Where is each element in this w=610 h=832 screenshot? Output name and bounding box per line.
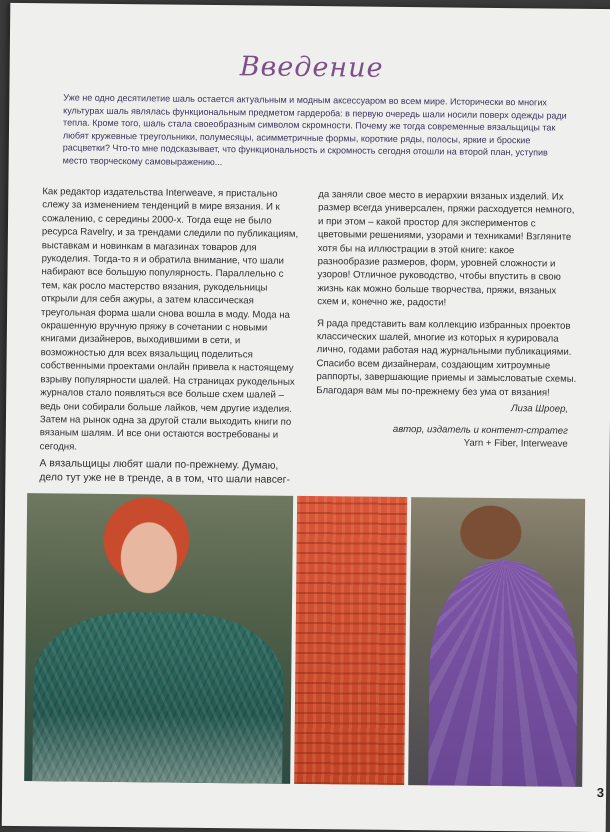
author-signature xyxy=(393,401,568,452)
intro-paragraph: Уже не одно десятилетие шаль остается актуальным и модным аксессуаром во всем мире. Исторически во многих культурах шаль являлась функциональным предметом гардероба: в первую очередь шали носили поверх одежды ради тепла. Кроме того, шаль стала своеобразным символом скромности. Почему же тогда современные вязальщицы так любят кружевные треугольники, полумесяцы, асимметричные формы, короткие ряды, полосы, яркие и броские расцветки? Что-то мне подсказывает, что функциональность и скромность сегодня отошли на второй план, уступив место творческому самовыражению... xyxy=(62,92,567,168)
left-column xyxy=(39,185,302,488)
photo-orange-knit-closeup xyxy=(294,496,407,785)
right-column-body-2: Я рада представить вам коллекцию избранных проектов классических шалей, многие из которых я курировала лично, годами работая над журнальными публикациями. Спасибо всем дизайнерам, создающим хитроумные раппорты, завершающие приемы и замысловатые схемы. Благодаря вам мы по-прежнему без ума от вязания! xyxy=(316,317,577,399)
right-column xyxy=(316,188,578,400)
author-role: автор, издатель и контент-стратег xyxy=(392,423,568,437)
author-name: Лиза Шроер, xyxy=(510,403,569,415)
book-page xyxy=(2,3,610,832)
photo-purple-shawl-back xyxy=(408,497,585,787)
left-column-tail: А вязальщицы любят шали по-прежнему. Думаю, дело тут уже не в тренде, а в том, что шали навсег- xyxy=(39,458,291,487)
author-company: Yarn + Fiber, Interweave xyxy=(463,437,568,450)
photo-green-shawl-model xyxy=(24,493,293,784)
page-heading: Введение xyxy=(239,51,384,84)
page-number: 3 xyxy=(596,785,605,801)
right-column-body: да заняли свое место в иерархии вязаных изделий. Их размер всегда универсален, пряжи расходуется немного, и при этом – какой простор для экспериментов с цветовыми решениями, узорами и техниками! Взгляните хотя бы на иллюстрации в этой книге: какое разнообразие размеров, форм, уровней сложности и узоров! Отличное руководство, чтобы впустить в свою жизнь как можно больше творчества, пряжи, вязаных схем и, конечно же, радости! xyxy=(317,189,575,309)
photo-strip xyxy=(24,493,585,787)
left-column-body: Как редактор издательства Interweave, я пристально слежу за изменением тенденций в мире вязания. И к сожалению, с середины 2000-х. Тогда еще не было ресурса Ravelry, и за трендами следили по публикациям, выставкам и новинкам в магазинах товаров для рукоделия. Тогда-то я и обратила внимание, что шали набирают все большую популярность. Параллельно с тем, как росло мастерство вязания, рукодельницы открыли для себя ажуры, а затем классическая треугольная форма шали снова вошла в моду. Мода на окрашенную вручную пряжу в сочетании с новыми книгами дизайнеров, выходившими в сети, и возможностью для всех вязальщиц поделиться собственными проектами онлайн привела к настоящему взрыву популярности шалей. На страницах рукодельных журналов стало появляться все больше схем шалей – ведь они собирали больше лайков, чем другие изделия. Затем на рынок одна за другой стали выходить книги по вязаным шалям. И все они остаются востребованы и сегодня. xyxy=(39,186,299,453)
